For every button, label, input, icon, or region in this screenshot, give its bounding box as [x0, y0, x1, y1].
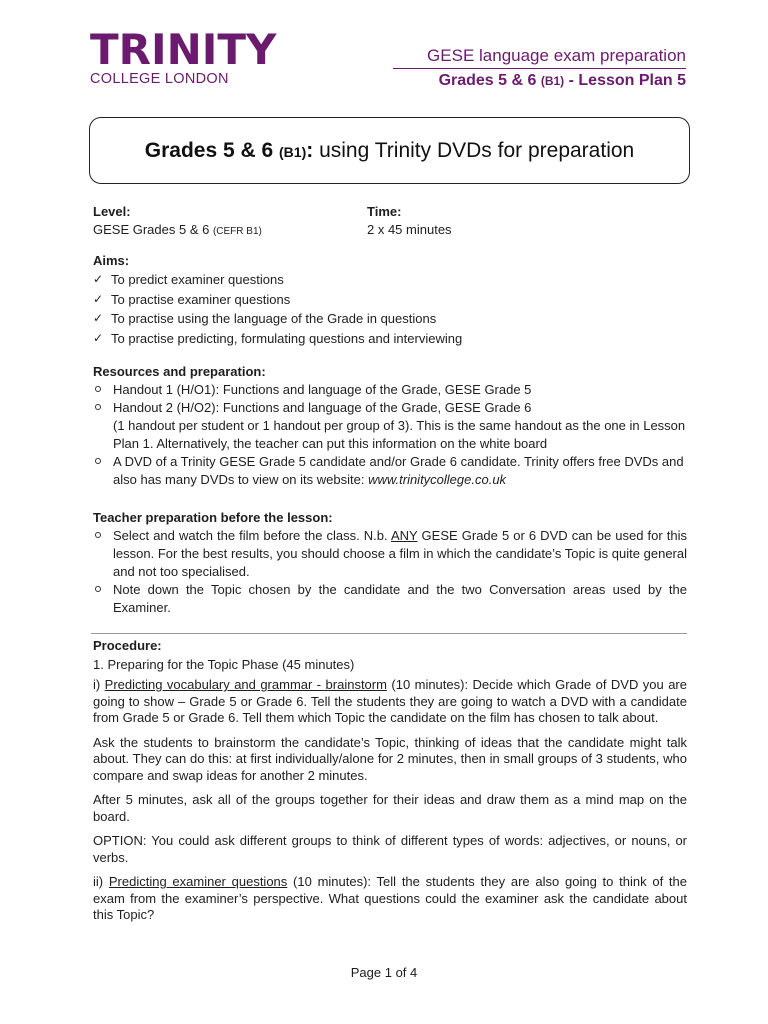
section-divider: [91, 633, 687, 634]
list-item: [93, 381, 687, 399]
procedure-label: Procedure:: [93, 638, 162, 653]
procedure-step-heading: 1. Preparing for the Topic Phase (45 minutes): [93, 657, 355, 672]
list-item: [93, 290, 687, 310]
aim-text: To practise examiner questions: [111, 291, 291, 307]
resource-text: A DVD of a Trinity GESE Grade 5 candidate and/or Grade 6 candidate. Trinity offers free DVDs and also has many DVDs to view on its website:: [113, 454, 684, 487]
title-level: (B1): [279, 143, 307, 160]
bullet-icon: [95, 386, 101, 392]
prep-text: Note down the Topic chosen by the candidate and the two Conversation areas used by the Examiner.: [113, 582, 687, 615]
check-icon: ✓: [93, 291, 104, 306]
header-lesson-plan: [393, 71, 686, 91]
website-link[interactable]: www.trinitycollege.co.uk: [368, 472, 507, 487]
header-lesson: - Lesson Plan 5: [564, 72, 686, 89]
level-label: Level:: [93, 204, 131, 219]
aim-text: To practise predicting, formulating questions and interviewing: [111, 330, 463, 346]
bullet-icon: [95, 404, 101, 410]
level-value: [93, 221, 262, 241]
check-icon: ✓: [93, 311, 104, 325]
prep-text-cont: GESE Grade 5 or 6 DVD can be used for this lesson. For the best results, you should choose a film in which the candidate’s Topic is quite general and not too specialised.: [113, 528, 687, 579]
bullet-icon: [95, 586, 101, 592]
list-item: [93, 329, 687, 349]
procedure-paragraph: [93, 677, 687, 727]
title-rest: using Trinity DVDs for preparation: [313, 138, 635, 162]
procedure-paragraph: OPTION: You could ask different groups to think of different types of words: adjectives, or nouns, or verbs.: [93, 833, 687, 865]
procedure-paragraph: [93, 874, 687, 924]
aim-text: To practise using the language of the Grade in questions: [111, 311, 437, 326]
para-subheading: Predicting vocabulary and grammar - brainstorm: [104, 677, 387, 692]
header-level: (B1): [540, 74, 565, 88]
logo-wordmark: TRINITY: [90, 25, 277, 74]
time-section: [367, 203, 452, 239]
para-prefix: i): [93, 677, 105, 692]
procedure-paragraph: Ask the students to brainstorm the candidate’s Topic, thinking of ideas that the candidate might talk about. They can do this: at first individually/alone for 2 minutes, then in small groups of 3 students, who compare and swap ideas for another 2 minutes.: [93, 734, 687, 783]
para-text: (10 minutes): Tell the students they are also going to think of the exam from the examiner’s perspective. What questions could the examiner ask the candidate about this Topic?: [93, 874, 688, 922]
procedure-paragraph: After 5 minutes, ask all of the groups together for their ideas and draw them as a mind map on the board.: [93, 792, 687, 824]
level-text: GESE Grades 5 & 6: [93, 222, 213, 237]
document-header: [393, 46, 686, 91]
title-box: [89, 117, 690, 184]
header-series-title: GESE language exam preparation: [427, 46, 686, 65]
header-divider: [393, 68, 686, 69]
prep-text: Select and watch the film before the class. N.b.: [113, 528, 391, 543]
resource-text: Handout 2 (H/O2): Functions and language of the Grade, GESE Grade 6: [113, 400, 532, 415]
list-item: [93, 309, 687, 329]
resources-section: [93, 363, 687, 489]
procedure-section: [93, 637, 687, 932]
teacher-prep-list: [93, 527, 687, 617]
aims-label: Aims:: [93, 253, 130, 268]
page-title: [145, 139, 634, 163]
check-icon: ✓: [93, 330, 104, 345]
list-item: [93, 270, 687, 290]
list-item: [93, 527, 687, 581]
prep-emphasis: ANY: [390, 528, 418, 543]
page-number: Page 1 of 4: [350, 965, 418, 980]
logo-subtitle: COLLEGE LONDON: [90, 71, 229, 87]
level-section: [93, 203, 262, 241]
time-value: 2 x 45 minutes: [367, 222, 452, 237]
para-subheading: Predicting examiner questions: [108, 874, 288, 889]
bullet-icon: [95, 458, 101, 464]
aims-section: [93, 252, 687, 348]
level-cefr: (CEFR B1): [212, 226, 262, 237]
check-icon: ✓: [93, 272, 104, 286]
teacher-prep-section: [93, 509, 687, 617]
list-item: [93, 453, 687, 489]
bullet-icon: [95, 532, 101, 538]
resource-note: (1 handout per student or 1 handout per group of 3). This is the same handout as the one in Lesson Plan 1. Alternatively, the teacher can put this information on the white board: [113, 418, 686, 451]
list-item: [93, 581, 687, 617]
resources-label: Resources and preparation:: [93, 364, 266, 379]
time-label: Time:: [367, 204, 402, 219]
header-grades: Grades 5 & 6: [438, 72, 541, 89]
teacher-prep-label: Teacher preparation before the lesson:: [93, 510, 333, 525]
para-text: (10 minutes): Decide which Grade of DVD you are going to show – Grade 5 or Grade 6. Tell the students they are going to watch a DVD with a candidate from Grade 5 or Grade 6. Tell them which Topic the candidate on the film has chosen to talk about.: [93, 677, 687, 725]
trinity-logo: [90, 25, 277, 87]
aims-list: [93, 270, 687, 348]
title-grades: Grades 5 & 6: [144, 138, 280, 162]
resources-list: [93, 381, 687, 489]
title-colon: :: [306, 138, 314, 162]
para-prefix: ii): [93, 874, 109, 889]
list-item: [93, 399, 687, 453]
aim-text: To predict examiner questions: [111, 272, 284, 287]
resource-text: Handout 1 (H/O1): Functions and language of the Grade, GESE Grade 5: [113, 382, 532, 397]
